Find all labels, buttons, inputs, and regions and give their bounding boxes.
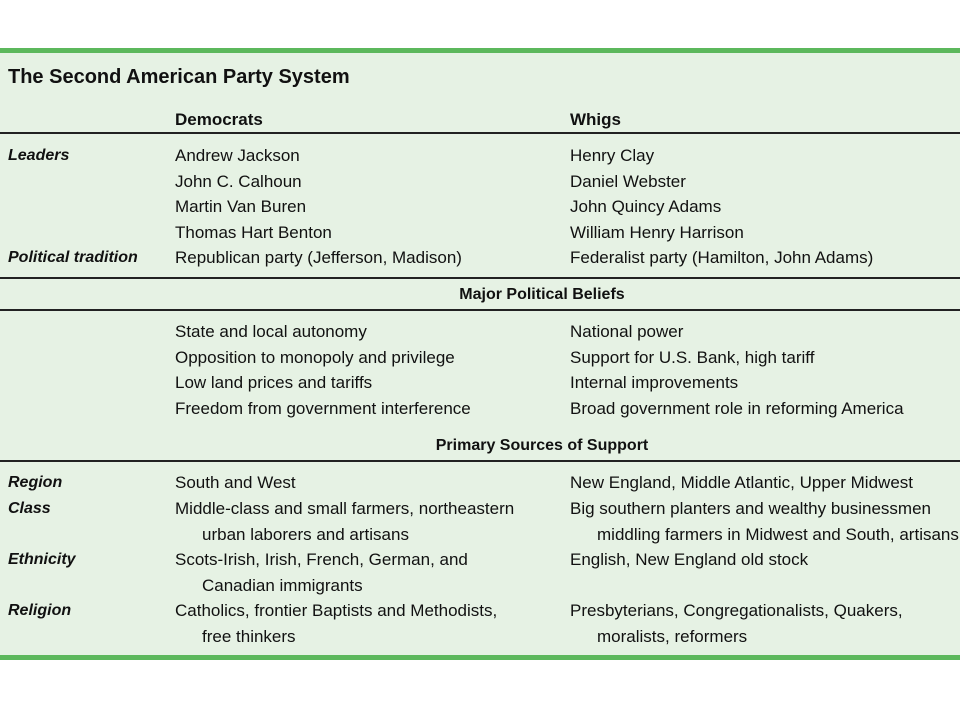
row-label-region: Region — [8, 474, 63, 491]
list-item: Freedom from government interference — [175, 398, 471, 418]
row-label-ethnicity: Ethnicity — [8, 551, 76, 568]
list-item: middling farmers in Midwest and South, artisans — [597, 524, 959, 544]
whig-leaders — [570, 143, 744, 245]
list-item: Presbyterians, Congregationalists, Quakers, — [570, 601, 903, 620]
row-label-class: Class — [8, 500, 51, 517]
row-label-political-tradition: Political tradition — [8, 249, 138, 266]
democrat-ethnicity — [175, 547, 468, 598]
list-item: Republican party (Jefferson, Madison) — [175, 248, 462, 267]
party-system-table — [0, 48, 960, 660]
list-item: Support for U.S. Bank, high tariff — [570, 347, 815, 367]
whig-region — [570, 470, 913, 496]
list-item: New England, Middle Atlantic, Upper Midwest — [570, 473, 913, 492]
list-item: Scots-Irish, Irish, French, German, and — [175, 550, 468, 569]
list-item: John C. Calhoun — [175, 171, 302, 191]
list-item: Opposition to monopoly and privilege — [175, 347, 455, 367]
whig-beliefs — [570, 319, 904, 421]
democrat-religion — [175, 598, 497, 649]
list-item: urban laborers and artisans — [202, 524, 409, 544]
row-label-religion: Religion — [8, 602, 72, 619]
list-item: William Henry Harrison — [570, 222, 744, 242]
section-divider-support — [0, 460, 960, 462]
whig-tradition — [570, 245, 873, 271]
list-item: Thomas Hart Benton — [175, 222, 332, 242]
list-item: English, New England old stock — [570, 550, 809, 569]
democrat-class — [175, 496, 514, 547]
column-header-whigs: Whigs — [570, 110, 621, 129]
democrat-beliefs — [175, 319, 471, 421]
list-item: Middle-class and small farmers, northeastern — [175, 499, 515, 518]
list-item: Federalist party (Hamilton, John Adams) — [570, 248, 874, 267]
list-item: South and West — [175, 473, 296, 492]
whig-religion — [570, 598, 903, 649]
list-item: Daniel Webster — [570, 171, 686, 191]
section-heading-beliefs: Major Political Beliefs — [459, 286, 625, 303]
list-item: Martin Van Buren — [175, 197, 307, 216]
row-label-leaders: Leaders — [8, 147, 70, 164]
section-heading-support: Primary Sources of Support — [435, 437, 649, 454]
list-item: Internal improvements — [570, 373, 739, 392]
list-item: moralists, reformers — [597, 626, 748, 646]
whig-class — [570, 496, 959, 547]
democrat-region — [175, 470, 296, 496]
list-item: Broad government role in reforming America — [570, 398, 904, 418]
column-header-democrats: Democrats — [175, 110, 263, 129]
list-item: National power — [570, 322, 684, 341]
table-title: The Second American Party System — [8, 66, 350, 88]
list-item: Andrew Jackson — [175, 146, 300, 165]
list-item: Low land prices and tariffs — [175, 373, 373, 392]
header-divider — [0, 132, 960, 134]
section-divider-beliefs — [0, 277, 960, 279]
democrat-leaders — [175, 143, 332, 245]
whig-ethnicity — [570, 547, 808, 573]
list-item: Big southern planters and wealthy businessmen — [570, 499, 931, 518]
democrat-tradition — [175, 245, 462, 271]
list-item: Canadian immigrants — [202, 575, 363, 595]
list-item: Henry Clay — [570, 146, 655, 165]
section-divider-beliefs-bottom — [0, 309, 960, 311]
list-item: State and local autonomy — [175, 322, 367, 341]
list-item: free thinkers — [202, 626, 296, 646]
list-item: John Quincy Adams — [570, 197, 722, 216]
list-item: Catholics, frontier Baptists and Methodists, — [175, 601, 498, 620]
